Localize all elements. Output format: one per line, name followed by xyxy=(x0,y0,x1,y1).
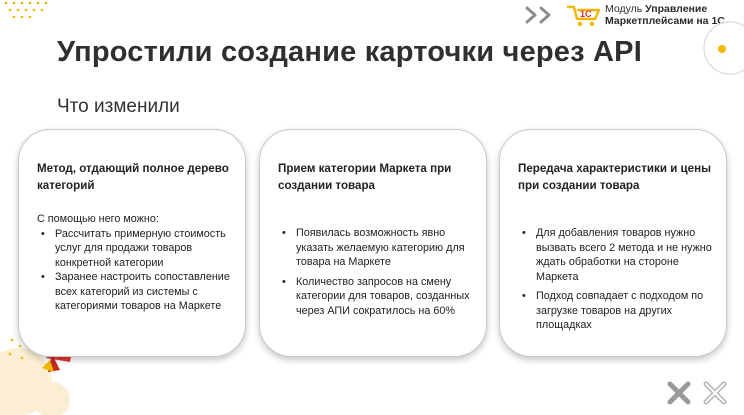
card-characteristics-price xyxy=(499,129,727,357)
card-category-tree xyxy=(18,129,246,357)
logo-line1-regular: Модуль xyxy=(605,3,646,15)
card-title: Прием категории Маркета при создании товара xyxy=(278,162,452,192)
list-item: • Для добавления товаров нужно вызвать всего 2 метода и не нужно ждать обработки на стороне Маркета xyxy=(518,226,712,284)
card-intro: С помощью него можно: xyxy=(37,213,159,225)
list-item: • Подход совпадает с подходом по загрузке товаров на других площадках xyxy=(518,289,712,333)
svg-text:1C: 1C xyxy=(580,9,592,19)
card-body xyxy=(37,212,231,314)
cart-logo-icon xyxy=(566,2,602,28)
card-bullet-list xyxy=(278,226,472,318)
dots-decoration-icon xyxy=(0,0,60,30)
logo-line2: Маркетплейсами на 1С xyxy=(605,15,725,27)
card-title: Передача характеристики и цены при создании товара xyxy=(518,162,712,192)
card-bullet-list xyxy=(518,226,712,333)
circle-decoration-icon xyxy=(700,20,744,80)
list-item: • Заранее настроить сопоставление всех категорий из системы с категориями товаров на Маркете xyxy=(37,270,231,314)
list-item: • Количество запросов на смену категории для товаров, созданных через АПИ сократилось на 60% xyxy=(278,275,472,319)
card-bullet-list xyxy=(37,227,231,314)
double-chevron-icon xyxy=(524,6,558,24)
card-title: Метод, отдающий полное дерево категорий xyxy=(37,162,229,192)
logo-line1-bold: Управление xyxy=(645,3,708,15)
card-body xyxy=(518,226,712,333)
page-title: Упростили создание карточки через API xyxy=(57,36,642,68)
list-item: • Появилась возможность явно указать желаемую категорию для товара на Маркете xyxy=(278,226,472,270)
card-body xyxy=(278,226,472,318)
crosses-decoration-icon xyxy=(664,380,734,410)
section-subtitle: Что изменили xyxy=(57,96,180,117)
card-market-category xyxy=(259,129,487,357)
list-item: • Рассчитать примерную стоимость услуг для продажи товаров конкретной категории xyxy=(37,227,231,271)
